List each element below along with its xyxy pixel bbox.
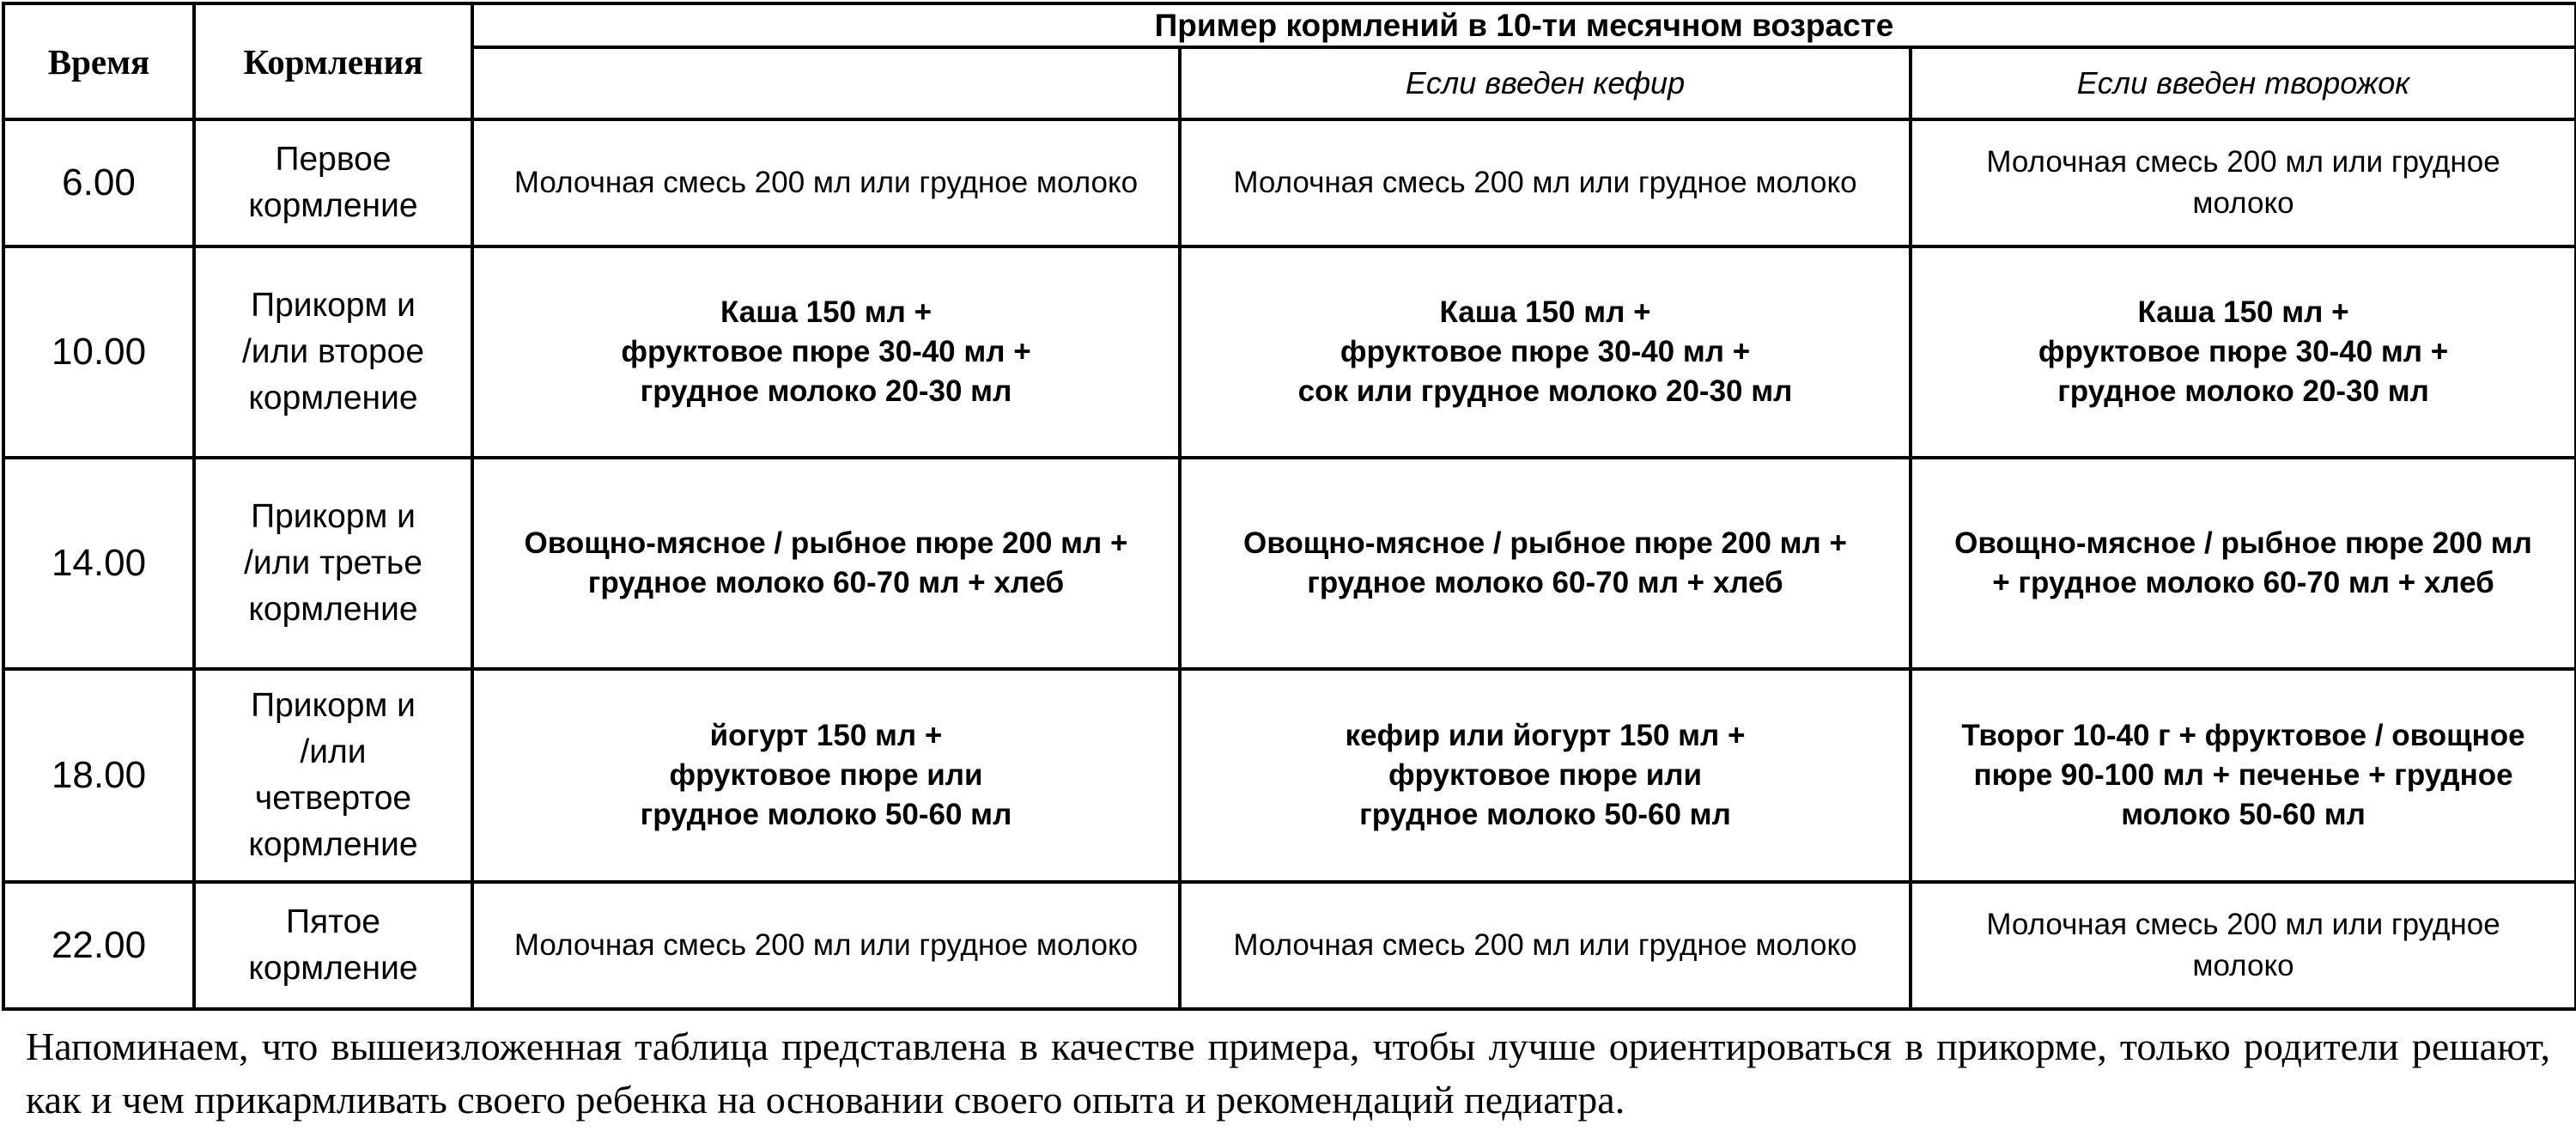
disclaimer-note: Напоминаем, что вышеизложенная таблица представлена в качестве примера, чтобы лучше ориентироваться в прикорме, только родители решают, как и чем прикармливать своего ребенка на основании своего опыта и рекомендаций педиатра. (26, 1025, 2550, 1122)
table-row (3, 246, 2576, 458)
subheader-kefir: Если введен кефир (1180, 47, 1911, 119)
menu-line: йогурт 150 мл + (709, 719, 943, 752)
menu-line: Молочная смесь 200 мл или грудное молоко (1233, 166, 1857, 199)
base-cell (472, 119, 1180, 246)
kefir-cell (1180, 882, 1911, 1009)
menu-line: Каша 150 мл + (1439, 295, 1651, 329)
time-cell: 18.00 (3, 669, 194, 882)
menu-line: грудное молоко 20-30 мл (640, 374, 1012, 408)
cottage-cell (1911, 246, 2576, 458)
feeding-line: /или второе (241, 333, 425, 370)
feeding-line: кормление (248, 187, 418, 224)
feeding-line: Прикорм и (251, 687, 416, 724)
kefir-cell (1180, 119, 1911, 246)
menu-line: грудное молоко 60-70 мл + хлеб (1307, 566, 1783, 599)
time-cell: 14.00 (3, 458, 194, 669)
feeding-cell (194, 882, 472, 1009)
cottage-cell (1911, 458, 2576, 669)
kefir-cell (1180, 458, 1911, 669)
menu-line: Молочная смесь 200 мл или грудное молоко (1233, 928, 1857, 962)
feeding-line: кормление (248, 380, 418, 416)
menu-line: грудное молоко 60-70 мл + хлеб (587, 566, 1065, 599)
menu-line: Каша 150 мл + (2137, 295, 2349, 329)
base-cell (472, 882, 1180, 1009)
feeding-schedule-table (2, 2, 2576, 1011)
feeding-line: Прикорм и (251, 498, 416, 535)
menu-line: кефир или йогурт 150 мл + (1345, 719, 1746, 752)
menu-line: Овощно-мясное / рыбное пюре 200 мл (1954, 526, 2532, 560)
menu-line: сок или грудное молоко 20-30 мл (1297, 374, 1793, 408)
menu-line: грудное молоко 20-30 мл (2057, 374, 2429, 408)
table-row (3, 669, 2576, 882)
feeding-cell (194, 669, 472, 882)
menu-line: + грудное молоко 60-70 мл + хлеб (1992, 566, 2494, 599)
feeding-line: кормление (248, 950, 418, 987)
cottage-cell (1911, 669, 2576, 882)
base-cell (472, 669, 1180, 882)
table-row (3, 119, 2576, 246)
base-cell (472, 458, 1180, 669)
kefir-cell (1180, 669, 1911, 882)
feeding-line: четвертое (254, 780, 412, 817)
menu-line: Овощно-мясное / рыбное пюре 200 мл + (524, 526, 1128, 560)
menu-line: грудное молоко 50-60 мл (1359, 798, 1731, 831)
menu-line: пюре 90-100 мл + печенье + грудное (1973, 758, 2513, 792)
cottage-cell (1911, 882, 2576, 1009)
menu-line: фруктовое пюре или (669, 758, 983, 792)
feeding-line: /или (300, 733, 367, 770)
menu-line: молоко 50-60 мл (2121, 798, 2366, 831)
menu-line: фруктовое пюре 30-40 мл + (1340, 335, 1751, 368)
table-row (3, 882, 2576, 1009)
time-cell: 10.00 (3, 246, 194, 458)
header-example-title: Пример кормлений в 10-ти месячном возрасте (472, 3, 2576, 47)
menu-line: Каша 150 мл + (720, 295, 933, 329)
subheader-cottage-cheese: Если введен творожок (1911, 47, 2576, 119)
feeding-line: Пятое (286, 903, 380, 940)
menu-line: фруктовое пюре 30-40 мл + (2038, 335, 2449, 368)
time-cell: 22.00 (3, 882, 194, 1009)
feeding-line: Прикорм и (251, 287, 416, 324)
cottage-cell (1911, 119, 2576, 246)
menu-line: Овощно-мясное / рыбное пюре 200 мл + (1243, 526, 1847, 560)
feeding-cell (194, 246, 472, 458)
header-feedings: Кормления (194, 3, 472, 119)
menu-line: Молочная смесь 200 мл или грудное (1986, 908, 2500, 941)
menu-line: фруктовое пюре 30-40 мл + (621, 335, 1031, 368)
menu-line: Молочная смесь 200 мл или грудное (1986, 145, 2500, 179)
time-cell: 6.00 (3, 119, 194, 246)
menu-line: Молочная смесь 200 мл или грудное молоко (513, 166, 1139, 199)
subheader-base (472, 47, 1180, 119)
feeding-cell (194, 458, 472, 669)
menu-line: молоко (2192, 949, 2294, 982)
table-header-row (3, 3, 2576, 47)
kefir-cell (1180, 246, 1911, 458)
menu-line: фруктовое пюре или (1388, 758, 1703, 792)
feeding-line: Первое (275, 141, 392, 178)
base-cell (472, 246, 1180, 458)
feeding-line: кормление (248, 826, 418, 863)
feeding-cell (194, 119, 472, 246)
menu-line: грудное молоко 50-60 мл (640, 798, 1012, 831)
menu-line: Творог 10-40 г + фруктовое / овощное (1961, 719, 2525, 752)
feeding-line: кормление (248, 591, 418, 628)
feeding-line: /или третье (244, 544, 422, 581)
menu-line: молоко (2192, 186, 2294, 220)
table-row (3, 458, 2576, 669)
menu-line: Молочная смесь 200 мл или грудное молоко (513, 928, 1139, 962)
header-time: Время (3, 3, 194, 119)
